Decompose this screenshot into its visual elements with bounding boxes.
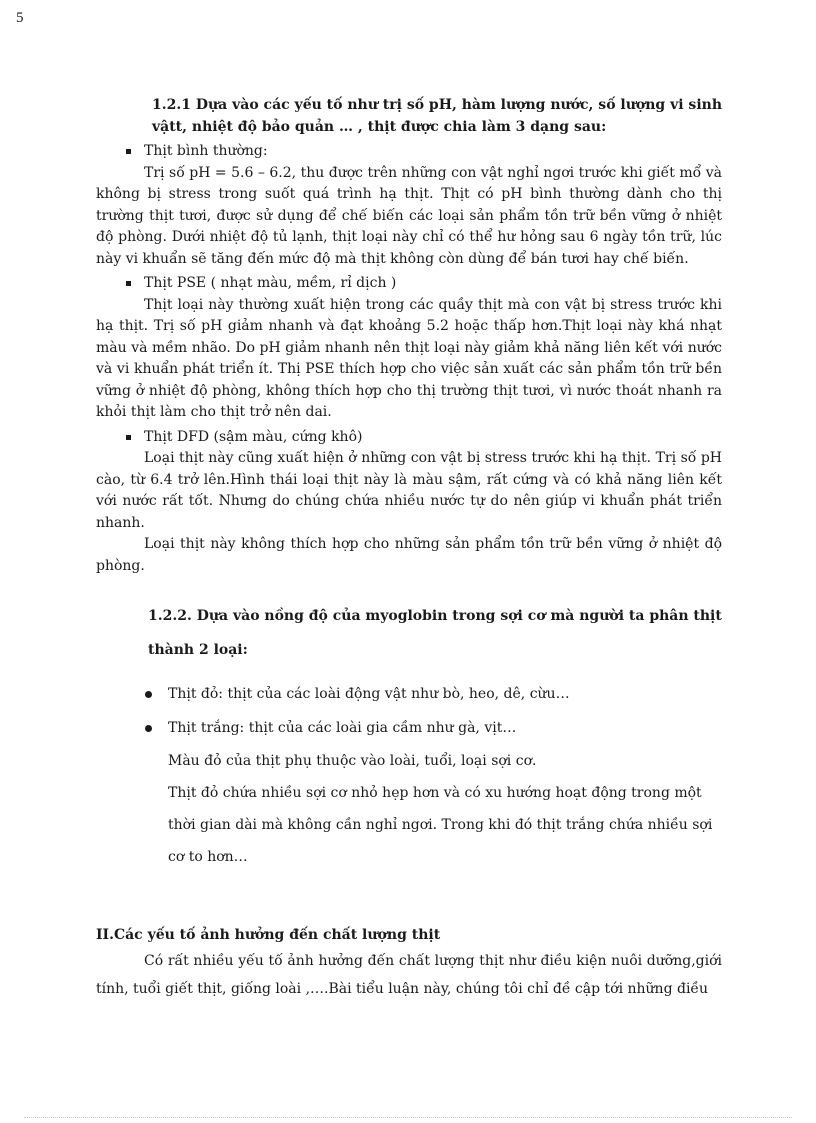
paragraph: Loại thịt này không thích hợp cho những sản phẩm tồn trữ bền vững ở nhiệt độ phòng.: [96, 536, 722, 574]
heading-line: thành 2 loại:: [148, 642, 248, 658]
page-bottom-divider: [24, 1117, 792, 1118]
section-1-2-1-heading: 1.2.1 Dựa vào các yếu tố như trị số pH, hàm lượng nước, số lượng vi sinh vậtt, nhiệt độ bảo quản … , thịt được chia làm 3 dạng sau:: [152, 97, 722, 135]
meat-type-pse: [96, 273, 722, 424]
paragraph: Loại thịt này cũng xuất hiện ở những con vật bị stress trước khi hạ thịt. Trị số pH cào, từ 6.4 trở lên.Hình thái loại thịt này là màu sậm, rất cứng và có khả năng liên kết với nước rất tốt. Nhưng do chúng chứa nhiều nước tự do nên giúp vi khuẩn phát triển nhanh.: [96, 450, 722, 531]
meat-type-title: Thịt bình thường:: [144, 141, 722, 163]
text-line: Màu đỏ của thịt phụ thuộc vào loài, tuổi, loại sợi cơ.: [168, 753, 537, 769]
list-item: Thịt trắng: thịt của các loài gia cầm như gà, vịt…: [168, 711, 722, 745]
meat-type-title: Thịt DFD (sậm màu, cứng khô): [144, 427, 722, 449]
meat-color-notes: [168, 745, 722, 873]
text-line: cơ to hơn…: [168, 849, 248, 865]
list-item: Thịt đỏ: thịt của các loài động vật như bò, heo, dê, cừu…: [168, 677, 722, 711]
paragraph: Thịt loại này thường xuất hiện trong các quầy thịt mà con vật bị stress trước khi hạ thịt. Trị số pH giảm nhanh và đạt khoảng 5.2 hoặc thấp hơn.Thịt loại này khá nhạt màu và mềm nhão. Do pH giảm nhanh nên thịt loại này giảm khả năng liên kết với nước và vi khuẩn phát triển ít. Thị PSE thích hợp cho việc sản xuất các sản phẩm tồn trữ bền vững ở nhiệt độ phòng, không thích hợp cho thị trường thịt tươi, vì nước thoát nhanh ra khỏi thịt làm cho thịt trở nên dai.: [96, 296, 722, 420]
meat-type-normal: [96, 141, 722, 270]
section-1-2-2-heading: [148, 599, 722, 667]
text-line: thời gian dài mà không cần nghỉ ngơi. Trong khi đó thịt trắng chứa nhiều sợi: [168, 817, 713, 833]
paragraph: Có rất nhiều yếu tố ảnh hưởng đến chất lượng thịt như điều kiện nuôi dưỡng,giới tính, tuổi giết thịt, giống loài ,….Bài tiểu luận này, chúng tôi chỉ đề cập tới những điều: [96, 952, 722, 997]
heading-line: 1.2.2. Dựa vào nồng độ của myoglobin trong sợi cơ mà người ta phân thịt: [148, 608, 722, 624]
document-body: [96, 94, 722, 1003]
meat-color-list: [168, 677, 722, 745]
text-line: Thịt đỏ chứa nhiều sợi cơ nhỏ hẹp hơn và có xu hướng hoạt động trong một: [168, 785, 702, 801]
paragraph: Trị số pH = 5.6 – 6.2, thu được trên những con vật nghỉ ngơi trước khi giết mổ và không bị stress trong suốt quá trình hạ thịt. Thịt có pH bình thường dành cho thị trường thịt tươi, được sử dụng để chế biến các loại sản phẩm tồn trữ bền vững ở nhiệt độ phòng. Dưới nhiệt độ tủ lạnh, thịt loại này chỉ có thể hư hỏng sau 6 ngày tồn trữ, lúc này vi khuẩn sẽ tăng đến mức độ mà thịt không còn dùng để bán tươi hay chế biến.: [96, 164, 722, 267]
meat-type-title: Thịt PSE ( nhạt màu, mềm, rỉ dịch ): [144, 273, 722, 295]
page-number: 5: [16, 10, 24, 26]
section-II-heading: II.Các yếu tố ảnh hưởng đến chất lượng thịt: [96, 927, 441, 943]
meat-type-dfd: [96, 427, 722, 578]
